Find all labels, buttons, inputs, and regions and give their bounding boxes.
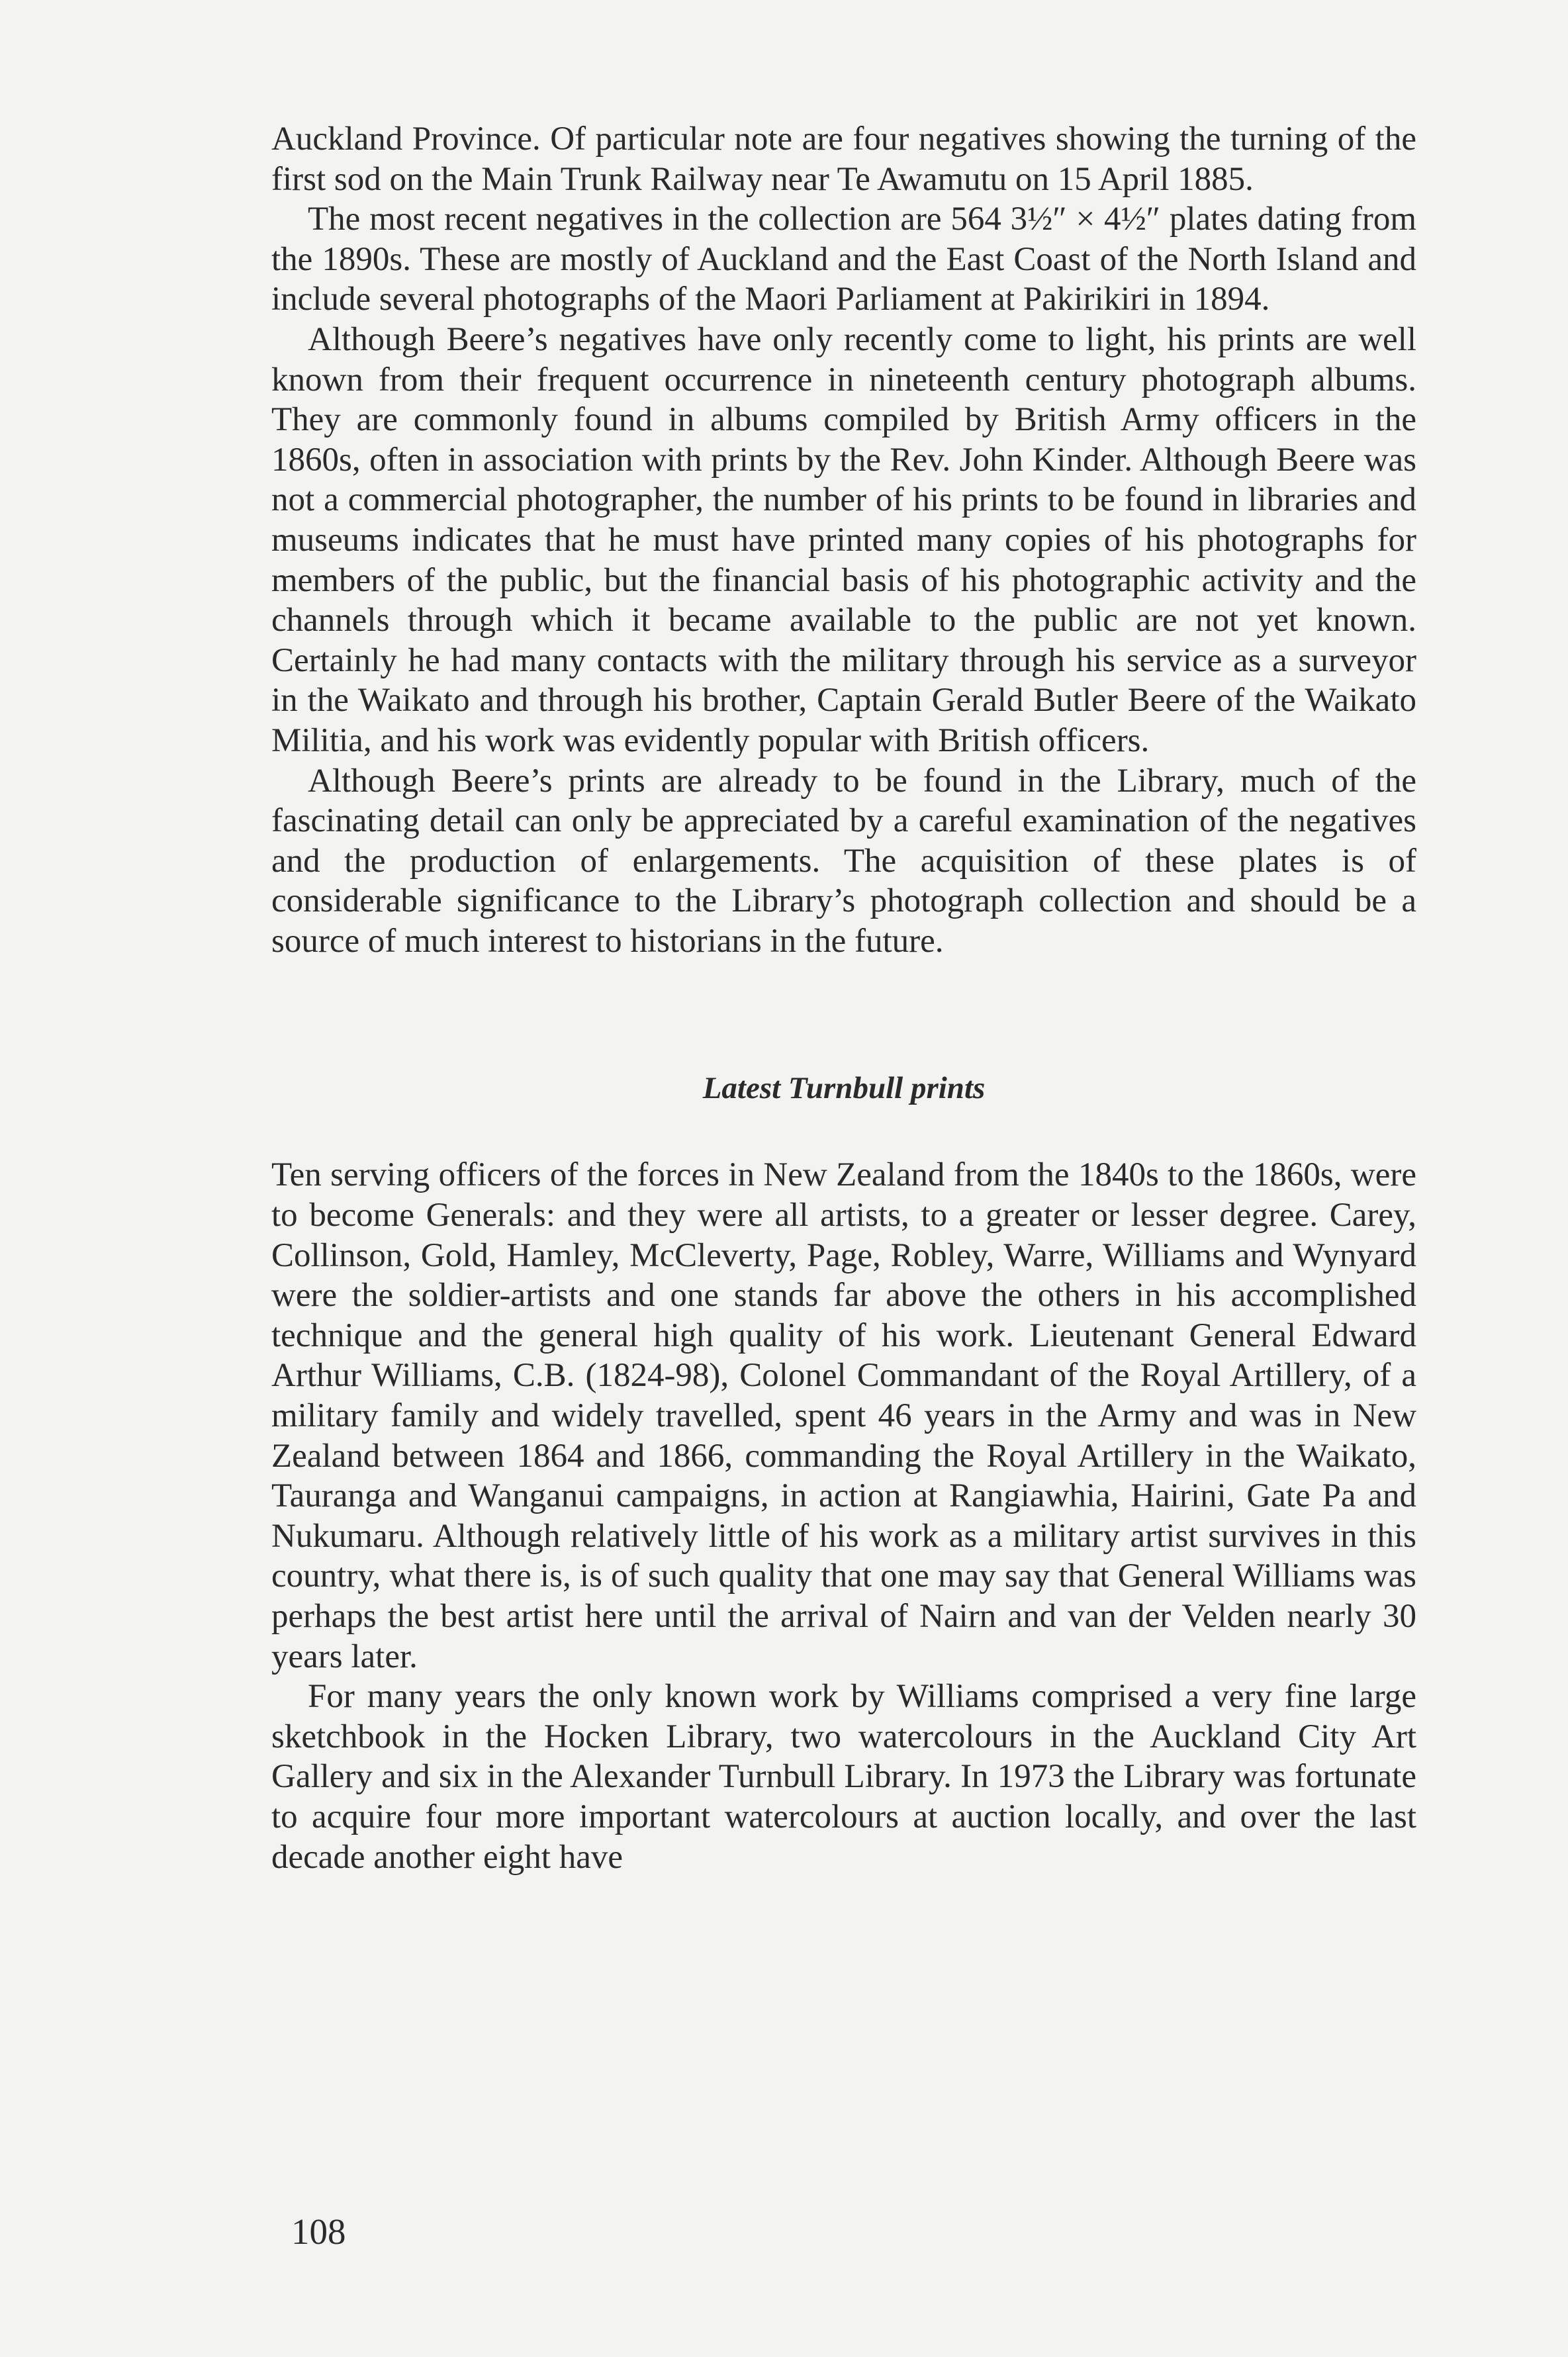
paragraph-negatives-1890s: The most recent negatives in the collection are 564 3½″ × 4½″ plates dating from the 1890s. These are mostly of Auckland and the East Coast of the North Island and include several photographs of the Maori Parliament at Pakirikiri in 1894. [271, 201, 1416, 318]
paragraph-acquisition: Although Beere’s prints are already to be found in the Library, much of the fascinating detail can only be appreciated by a careful examination of the negatives and the production of enlargements. The acquisition of these plates is of considerable significance to the Library’s photograph collection and should be a source of much interest to historians in the future. [271, 762, 1416, 960]
section-heading: Latest Turnbull prints [702, 1071, 986, 1106]
paragraph-beere-prints: Although Beere’s negatives have only recently come to light, his prints are well known from their frequent occurrence in nineteenth century photograph albums. They are commonly found in albums compiled by British Army officers in the 1860s, often in association with prints by the Rev. John Kinder. Although Beere was not a commercial photographer, the number of his prints to be found in libraries and museums indicates that he must have printed many copies of his photographs for members of the public, but the financial basis of his photographic activity and the channels through which it became available to the public are not yet known. Certainly he had many contacts with the military through his service as a surveyor in the Waikato and through his brother, Captain Gerald Butler Beere of the Waikato Militia, and his work was evidently popular with British officers. [271, 320, 1416, 759]
paragraph-soldier-artists: Ten serving officers of the forces in New Zealand from the 1840s to the 1860s, were to become Generals: and they were all artists, to a greater or lesser degree. Carey, Collinson, Gold, Hamley, McCleverty, Page, Robley, Warre, Williams and Wynyard were the soldier-artists and one stands far above the others in his accomplished technique and the general high quality of his work. Lieutenant General Edward Arthur Williams, C.B. (1824-98), Colonel Commandant of the Royal Artillery, of a military family and widely travelled, spent 46 years in the Army and was in New Zealand between 1864 and 1866, commanding the Royal Artillery in the Waikato, Tauranga and Wanganui campaigns, in action at Rangiawhia, Hairini, Gate Pa and Nukumaru. Although relatively little of his work as a military artist survives in this country, what there is, is of such quality that one may say that General Williams was perhaps the best artist here until the arrival of Nairn and van der Velden nearly 30 years later. [271, 1156, 1416, 1675]
page-content [271, 119, 1416, 1877]
page-number: 108 [291, 2211, 346, 2252]
paragraph-continuation: Auckland Province. Of particular note are four negatives showing the turning of the first sod on the Main Trunk Railway near Te Awamutu on 15 April 1885. [271, 120, 1416, 198]
paragraph-williams-works: For many years the only known work by Williams comprised a very fine large sketchbook in the Hocken Library, two watercolours in the Auckland City Art Gallery and six in the Alexander Turnbull Library. In 1973 the Library was fortunate to acquire four more important watercolours at auction locally, and over the last decade another eight have [271, 1678, 1416, 1876]
